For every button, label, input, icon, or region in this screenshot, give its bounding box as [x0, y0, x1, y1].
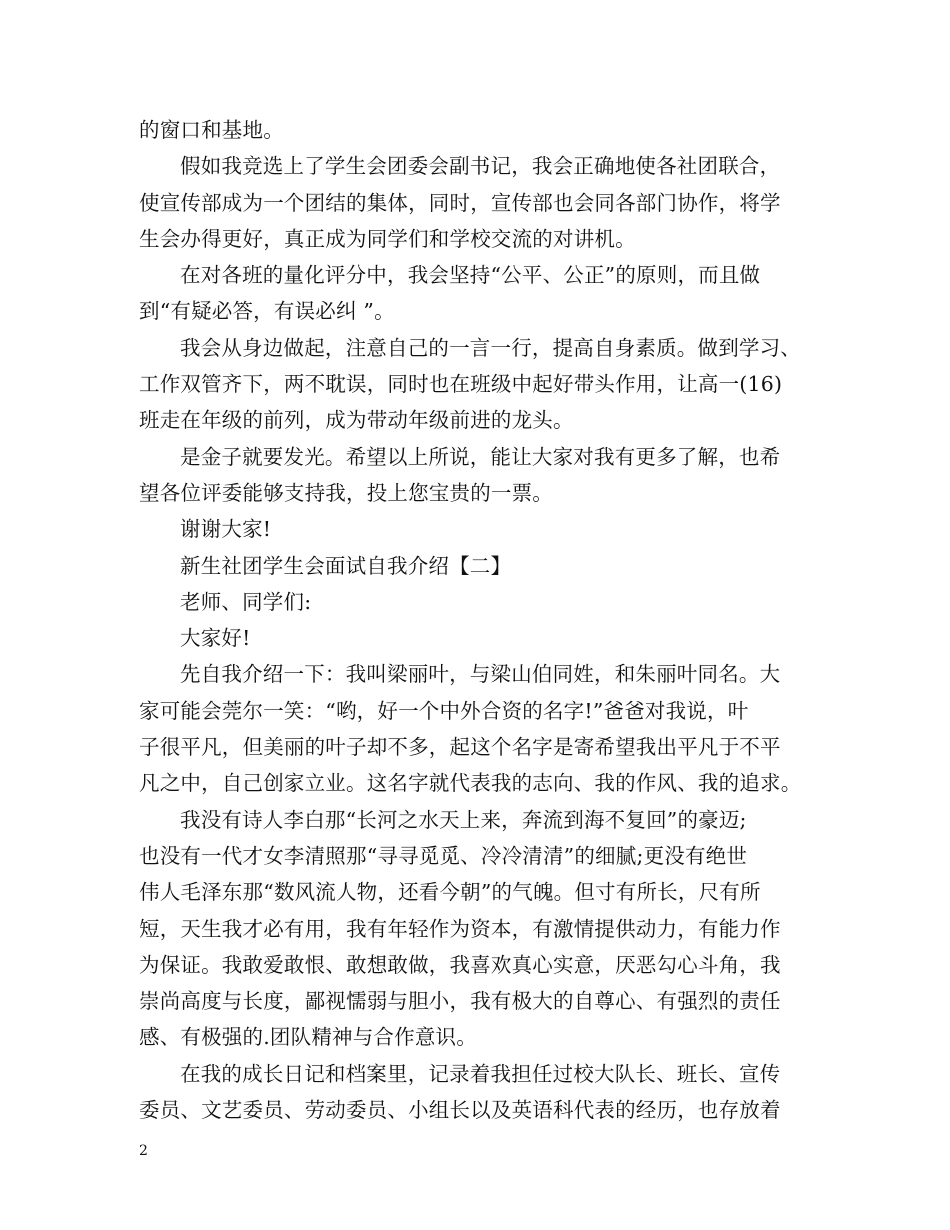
- salutation-line: 老师、同学们:: [180, 589, 312, 614]
- text-line: 也没有一代才女李清照那“寻寻觅觅、冷冷清清”的细腻;更没有绝世: [139, 843, 748, 868]
- text-line: 为保证。我敢爱敢恨、敢想敢做，我喜欢真心实意，厌恶勾心斗角，我: [139, 952, 781, 977]
- text-line: 子很平凡，但美丽的叶子却不多，起这个名字是寄希望我出平凡于不平: [139, 735, 781, 760]
- document-body: [139, 112, 819, 1128]
- text-line: 崇尚高度与长度，鄙视懦弱与胆小，我有极大的自尊心、有强烈的责任: [139, 989, 781, 1014]
- closing-line: 谢谢大家!: [180, 517, 272, 542]
- text-line: 望各位评委能够支持我，投上您宝贵的一票。: [139, 480, 553, 505]
- text-line: 生会办得更好，真正成为同学们和学校交流的对讲机。: [139, 226, 636, 251]
- text-line: 到“有疑必答，有误必纠 ”。: [139, 299, 395, 324]
- paragraph-start-line: 在对各班的量化评分中，我会坚持“公平、公正”的原则，而且做: [180, 263, 761, 288]
- text-line: 感、有极强的.团队精神与合作意识。: [139, 1025, 477, 1050]
- paragraph-start-line: 我会从身边做起，注意自己的一言一行，提高自身素质。做到学习、: [180, 335, 801, 360]
- text-line: 的窗口和基地。: [139, 118, 284, 142]
- paragraph-start-line: 我没有诗人李白那“长河之水天上来，奔流到海不复回”的豪迈;: [180, 807, 747, 832]
- section-heading: 新生社团学生会面试自我介绍【二】: [180, 553, 512, 578]
- greeting-line: 大家好!: [180, 626, 251, 651]
- paragraph-start-line: 在我的成长日记和档案里，记录着我担任过校大队长、班长、宣传: [180, 1061, 781, 1086]
- text-line: 委员、文艺委员、劳动委员、小组长以及英语科代表的经历，也存放着: [139, 1098, 781, 1123]
- text-line: 班走在年级的前列，成为带动年级前进的龙头。: [139, 408, 574, 433]
- text-line: 凡之中，自己创家立业。这名字就代表我的志向、我的作风、我的追求。: [139, 771, 802, 796]
- paragraph-start-line: 是金子就要发光。希望以上所说，能让大家对我有更多了解，也希: [180, 444, 781, 469]
- text-line: 伟人毛泽东那“数风流人物，还看今朝”的气魄。但寸有所长，尺有所: [139, 880, 761, 905]
- paragraph-start-line: 先自我介绍一下：我叫梁丽叶，与梁山伯同姓，和朱丽叶同名。大: [180, 662, 781, 687]
- text-line: 工作双管齐下，两不耽误，同时也在班级中起好带头作用，让高一(16): [139, 372, 783, 397]
- page-number: 2: [139, 1143, 148, 1159]
- text-line: 家可能会莞尔一笑：“哟，好一个中外合资的名字!”爸爸对我说，叶: [139, 698, 749, 723]
- text-line: 使宣传部成为一个团结的集体，同时，宣传部也会同各部门协作，将学: [139, 190, 781, 215]
- paragraph-start-line: 假如我竞选上了学生会团委会副书记，我会正确地使各社团联合，: [180, 154, 781, 179]
- text-line: 短，天生我才必有用，我有年轻作为资本，有激情提供动力，有能力作: [139, 916, 781, 941]
